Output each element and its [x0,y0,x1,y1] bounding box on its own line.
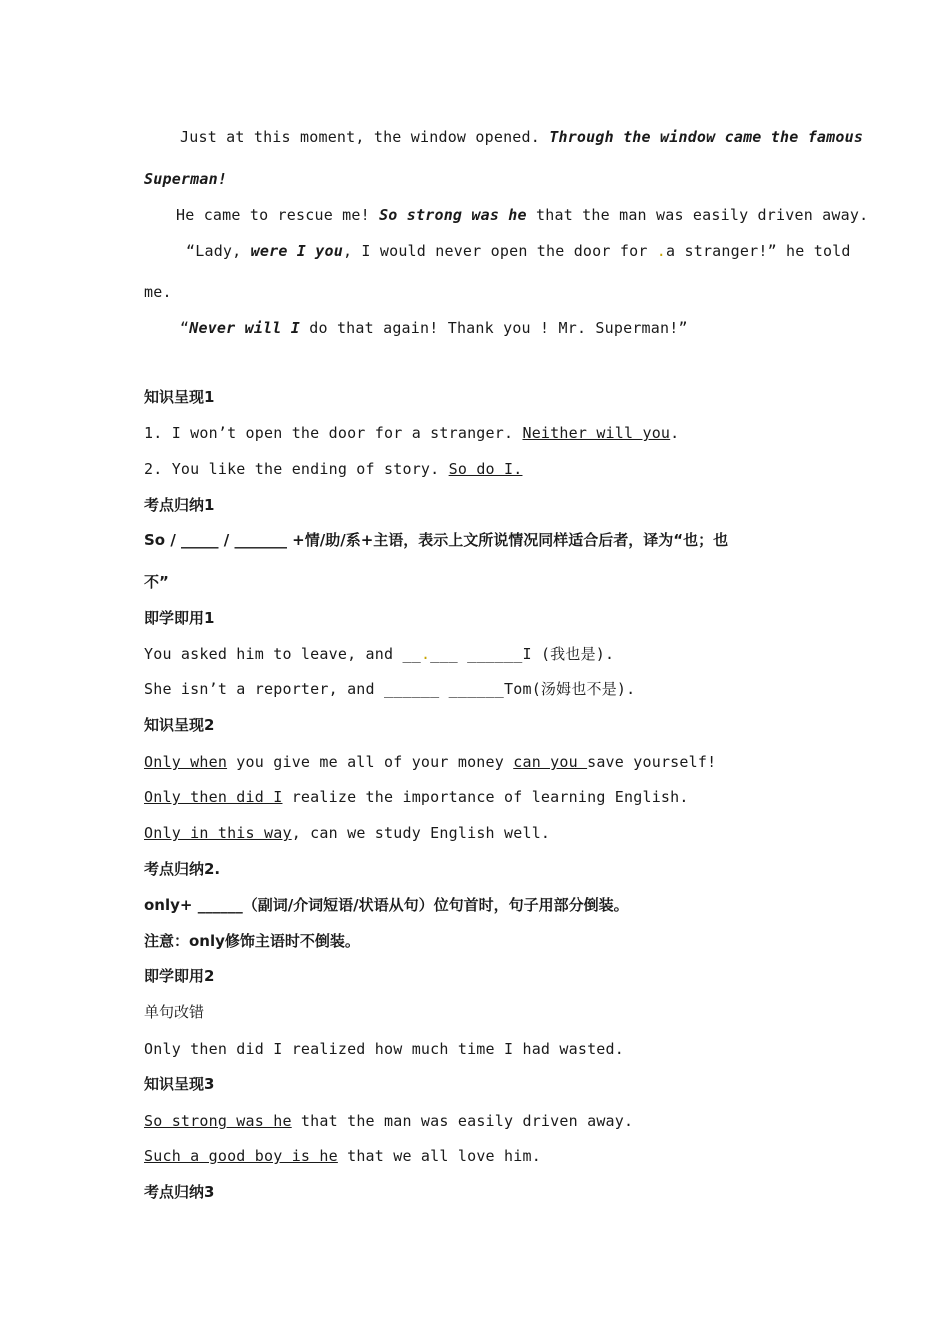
section-heading: 即学即用1 [144,609,215,627]
example-text: . [670,424,680,442]
underlined-phrase: Only in this way [144,824,292,842]
underlined-phrase: Only then did I [144,788,283,806]
story-text: “Lady, [186,242,251,260]
example-line [144,787,810,807]
exercise-subtitle: 单句改错 [144,1003,205,1021]
exercise-text: ___ ______I (我也是). [430,645,615,663]
story-emphasis: So strong was he [379,206,527,224]
section-heading: 考点归纳1 [144,496,215,514]
story-text: Just at this moment, the window opened. [180,128,550,146]
example-line [144,423,810,443]
example-text: , can we study English well. [291,824,551,842]
example-line [144,752,810,772]
exercise-line [144,644,810,664]
section-heading: 考点归纳3 [144,1183,215,1201]
story-emphasis: Through the window came the famous [549,128,864,146]
story-text: , I would never open the door for [342,242,657,260]
example-line [144,823,810,843]
story-line-3 [176,205,869,225]
underlined-phrase: can you [513,753,588,771]
underlined-phrase: So strong was he [144,1112,292,1130]
example-line [144,1111,810,1131]
story-line-6 [180,318,810,338]
example-text: save yourself! [587,753,717,771]
rule-text: 不” [144,573,169,591]
example-text: realize the importance of learning English. [282,788,689,806]
underlined-phrase: Such a good boy is he [144,1147,338,1165]
underlined-phrase: So do I. [448,460,523,478]
rule-text: only+ ______（副词/介词短语/状语从句）位句首时，句子用部分倒装。 [144,896,629,914]
exercise-line: She isn’t a reporter, and ______ ______Tom(汤姆也不是). [144,680,636,698]
note-text: 注意：only修饰主语时不倒装。 [144,932,360,950]
section-heading: 即学即用2 [144,967,215,985]
story-text: a stranger!” he told [666,242,851,260]
section-heading: 考点归纳2. [144,860,221,878]
story-line-5 [144,282,810,302]
underlined-phrase: Only when [144,753,228,771]
underlined-phrase: Neither will you [522,424,671,442]
story-text: “ [180,319,190,337]
section-heading: 知识呈现2 [144,716,215,734]
stray-mark: . [420,645,431,663]
section-heading: 知识呈现1 [144,388,215,406]
story-emphasis: Superman! [144,170,228,188]
story-line-2 [144,169,810,189]
example-text: that the man was easily driven away. [291,1112,634,1130]
example-text: you give me all of your money [227,753,514,771]
story-text: He came to rescue me! [176,206,380,224]
example-line [144,1146,810,1166]
story-line-4 [186,241,851,261]
exercise-line: Only then did I realized how much time I had wasted. [144,1040,624,1058]
story-emphasis: Never will I [189,319,301,337]
story-emphasis: were I you [250,242,343,260]
story-text: that the man was easily driven away. [526,206,869,224]
rule-text: So / _____ / _______ +情/助/系+主语，表示上文所说情况同样适合后者，译为“也；也 [144,531,729,549]
story-text: do that again! Thank you ! Mr. Superman!” [300,319,688,337]
story-text: me. [144,283,172,301]
story-line-1 [180,127,864,147]
example-text: that we all love him. [337,1147,541,1165]
stray-mark: . [656,242,667,260]
exercise-text: You asked him to leave, and __ [144,645,421,663]
example-text: 1. I won’t open the door for a stranger. [144,424,523,442]
example-line [144,459,810,479]
example-text: 2. You like the ending of story. [144,460,449,478]
section-heading: 知识呈现3 [144,1075,215,1093]
